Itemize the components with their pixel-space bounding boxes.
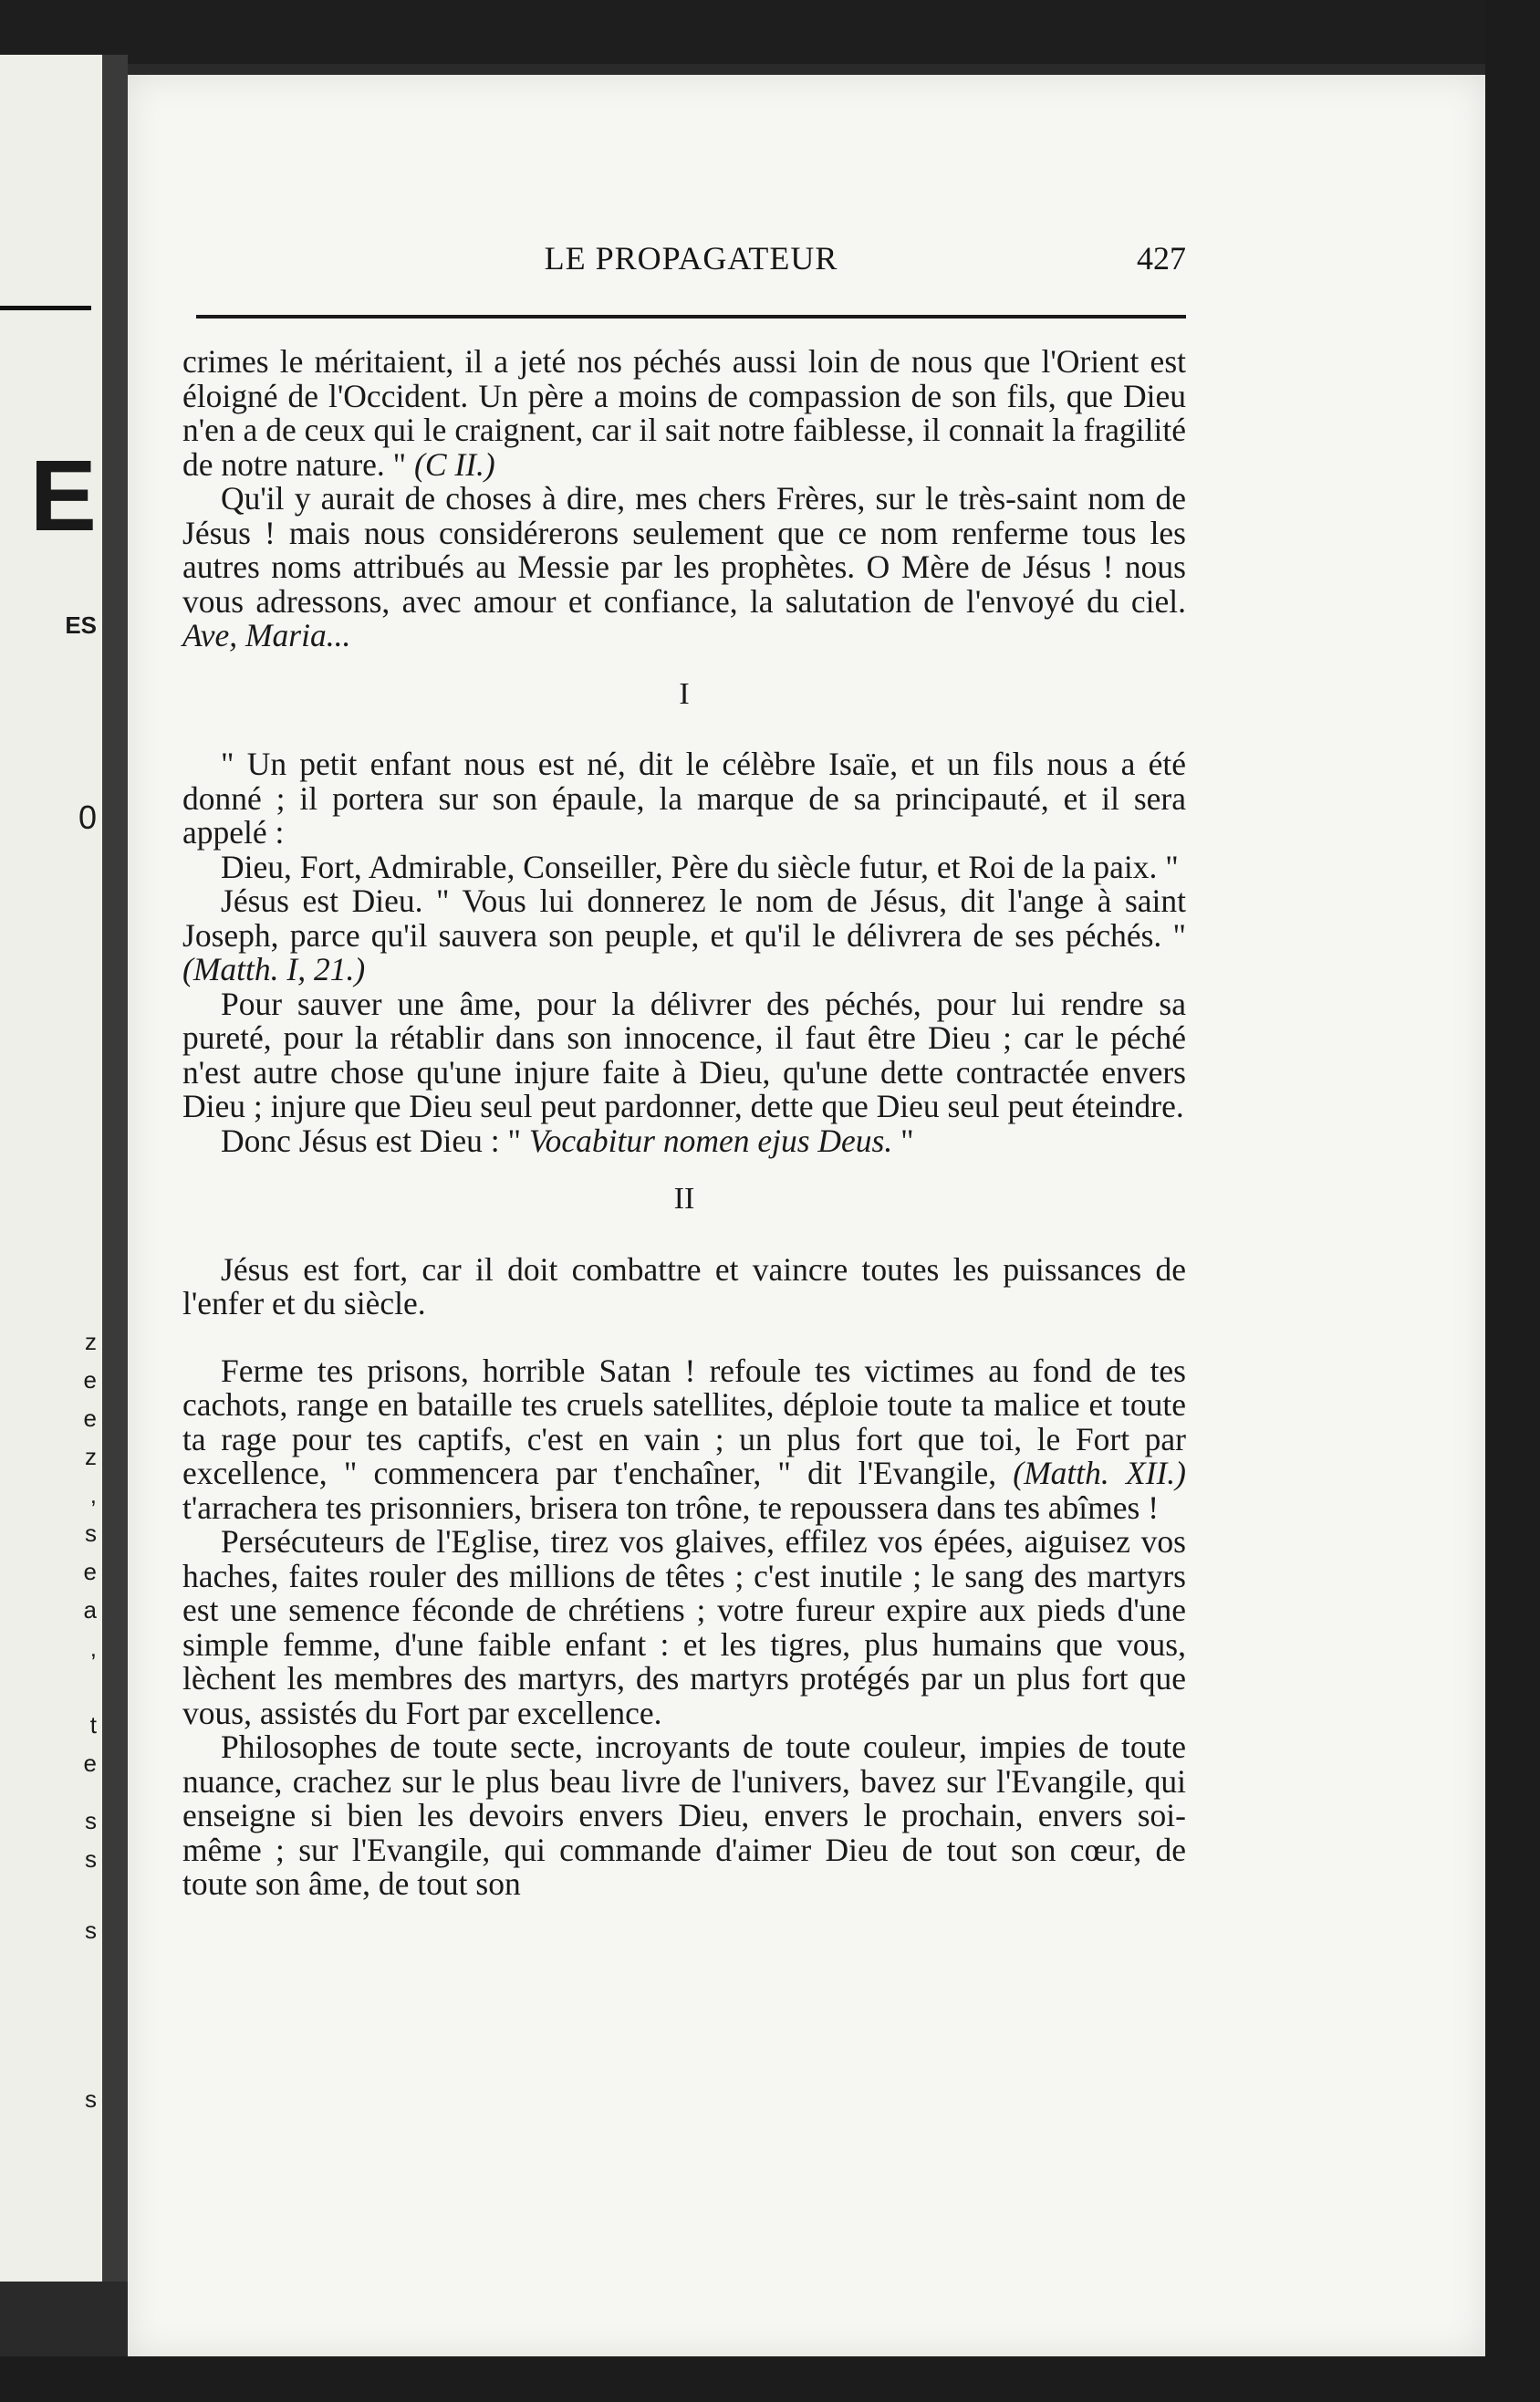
page-number: 427 — [1137, 240, 1186, 277]
latin-phrase: Vocabitur nomen ejus Deus. — [528, 1122, 893, 1159]
page-gutter — [102, 55, 128, 2282]
facing-page-letter: a — [83, 1596, 97, 1624]
facing-page-letter: ES — [65, 611, 97, 639]
paragraph: Dieu, Fort, Admirable, Conseiller, Père du siècle futur, et Roi de la paix. " — [221, 848, 1179, 885]
facing-page-rule — [0, 306, 91, 310]
paragraph: Philosophes de toute secte, incroyants de toute couleur, impies de toute nuance, crachez sur le plus beau livre de l'univers, bavez sur l'Evangile, qui enseigne si bien les devoirs envers Dieu, envers le prochain, envers soi-même ; sur l'Evangile, qui commande d'aimer Dieu de tout son cœur, de toute son âme, de tout son — [182, 1728, 1186, 1902]
scan-background-bottom — [0, 2356, 1540, 2402]
paragraph: " Un petit enfant nous est né, dit le célèbre Isaïe, et un fils nous a été donné ; il portera sur son épaule, la marque de sa principauté, et il sera appelé : — [182, 746, 1186, 851]
paragraph-text: crimes le méritaient, il a jeté nos péchés aussi loin de nous que l'Orient est éloigné de l'Occident. Un père a moins de compassion de son fils, que Dieu n'en a de ceux qui le craignent, car il sait notre faiblesse, il connait la fragilité de notre nature. " — [182, 343, 1186, 483]
facing-page-letter: 0 — [78, 799, 97, 836]
facing-page-letter: z — [85, 1328, 97, 1355]
paragraph — [182, 1354, 1186, 1526]
scan-background-right — [1485, 0, 1540, 2402]
paragraph-text: Jésus est Dieu. " Vous lui donnerez le nom de Jésus, dit l'ange à saint Joseph, parce qu'il sauvera son peuple, et qu'il le délivrera de ses péchés. " — [182, 882, 1186, 954]
facing-page-letter: , — [89, 1634, 97, 1662]
paragraph: Persécuteurs de l'Eglise, tirez vos glaives, effilez vos épées, aiguisez vos haches, faites rouler des millions de têtes ; c'est inutile ; le sang des martyrs est une semence féconde de chrétiens ; votre fureur expire aux pieds d'une simple femme, d'une faible enfant : et les tigres, plus humains que vous, lèchent les membres des martyrs, des martyrs protégés par un plus fort que vous, assistés du Fort par excellence. — [182, 1523, 1186, 1731]
paragraph-text: Donc Jésus est Dieu : " — [221, 1122, 522, 1159]
section-heading-1: I — [679, 676, 690, 711]
facing-page-letter: e — [83, 1749, 97, 1777]
paragraph — [182, 1124, 1186, 1159]
scan-background-top — [0, 0, 1540, 64]
section-heading-2: II — [673, 1182, 695, 1216]
facing-page-letter: z — [85, 1443, 97, 1470]
paragraph: Pour sauver une âme, pour la délivrer des péchés, pour lui rendre sa pureté, pour la rétablir dans son innocence, il faut être Dieu ; car le péché n'est autre chose qu'une injure faite à Dieu, qu'une dette contractée envers Dieu ; injure que Dieu seul peut pardonner, dette que Dieu seul peut éteindre. — [182, 985, 1186, 1124]
facing-page-letter: e — [83, 1558, 97, 1585]
facing-page-letter: E — [29, 440, 97, 552]
citation: (C II.) — [414, 445, 495, 483]
citation: (Matth. I, 21.) — [182, 951, 366, 987]
facing-page-letter: s — [85, 2085, 97, 2113]
running-head: LE PROPAGATEUR — [544, 240, 838, 277]
facing-page-letter: s — [85, 1845, 97, 1873]
paragraph-text: Ferme tes prisons, horrible Satan ! refoule tes victimes au fond de tes cachots, range en bataille tes cruels satellites, déploie toute ta malice et toute ta rage pour tes captifs, c'est en vain ; un plus fort que toi, le Fort par excellence, " commencera par t'enchaîner, " dit l'Evangile, — [182, 1352, 1186, 1491]
paragraph — [182, 482, 1186, 653]
page-body — [182, 345, 1186, 1902]
paragraph — [182, 345, 1186, 482]
paragraph-gap — [182, 1321, 1186, 1354]
facing-page-letter: s — [85, 1916, 97, 1944]
paragraph — [182, 884, 1186, 987]
facing-page-letter: e — [83, 1405, 97, 1432]
citation: (Matth. XII.) — [1013, 1455, 1186, 1491]
quote-mark: " — [900, 1122, 914, 1159]
facing-page-letter: s — [85, 1807, 97, 1834]
paragraph: Jésus est fort, car il doit combattre et vaincre toutes les puissances de l'enfer et du siècle. — [182, 1250, 1186, 1321]
facing-page-letter: t — [89, 1711, 97, 1739]
latin-phrase: Ave, Maria... — [182, 617, 351, 653]
facing-page-letter: , — [89, 1481, 97, 1509]
header-rule — [196, 315, 1186, 319]
paragraph-text: Qu'il y aurait de choses à dire, mes chers Frères, sur le très-saint nom de Jésus ! mais nous considérerons seulement que ce nom renferme tous les autres noms attribués au Messie par les prophètes. O Mère de Jésus ! nous vous adressons, avec amour et confiance, la salutation de l'envoyé du ciel. — [182, 480, 1186, 620]
facing-page-letter: e — [83, 1366, 97, 1394]
facing-page-letter: s — [85, 1520, 97, 1547]
facing-page-fragment — [0, 55, 102, 2282]
paragraph-text: t'arrachera tes prisonniers, brisera ton trône, te repoussera dans tes abîmes ! — [182, 1488, 1160, 1526]
page-header — [196, 239, 1186, 285]
